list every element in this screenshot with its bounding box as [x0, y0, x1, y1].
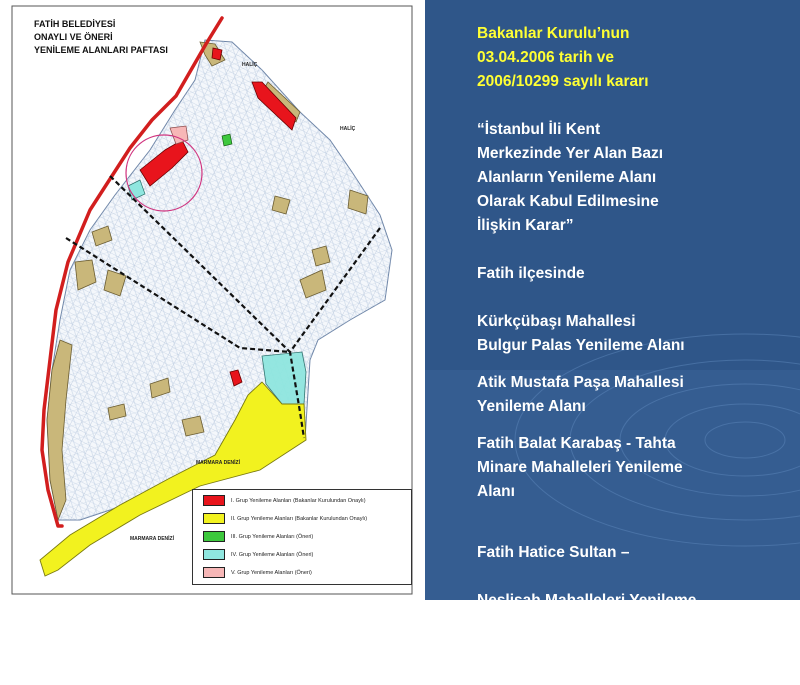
legend-item-group5	[203, 567, 312, 578]
legend-item-group1	[203, 495, 366, 506]
legend-label: II. Grup Yenileme Alanları (Bakanlar Kurulundan Onaylı)	[231, 515, 368, 522]
halic-label-top: HALİÇ	[242, 62, 258, 68]
legend-label: IV. Grup Yenileme Alanları (Öneri)	[231, 551, 314, 558]
marmara-label-bottom: MARMARA DENİZİ	[130, 536, 174, 542]
slide-text-panel	[425, 0, 800, 657]
marmara-label-mid: MARMARA DENİZİ	[196, 460, 240, 466]
area4-line2	[477, 589, 696, 613]
map-title: FATİH BELEDİYESİ ONAYLI VE ÖNERİ YENİLEME ALANLARI PAFTASI	[34, 19, 168, 55]
renewal-area-atik-mustafa-pasa: Atik Mustafa Paşa Mahallesi Yenileme Alanı	[477, 374, 684, 415]
district-line: Fatih ilçesinde	[477, 265, 585, 282]
legend-swatch-yellow	[203, 513, 225, 524]
legend-swatch-green	[203, 531, 225, 542]
legend-swatch-cyan	[203, 549, 225, 560]
legend-label: V. Grup Yenileme Alanları (Öneri)	[231, 569, 312, 576]
legend-swatch-red	[203, 495, 225, 506]
halic-label-right: HALİÇ	[340, 126, 356, 132]
legend-item-group3	[203, 531, 313, 542]
map-legend	[192, 489, 412, 585]
legend-swatch-pink	[203, 567, 225, 578]
area4-line2-text: Neslişah Mahalleleri Yenileme	[477, 592, 697, 609]
legend-item-group4	[203, 549, 313, 560]
legend-label: I. Grup Yenileme Alanları (Bakanlar Kurulundan Onaylı)	[231, 497, 366, 504]
decision-title: “İstanbul İli Kent Merkezinde Yer Alan Bazı Alanların Yenileme Alanı Olarak Kabul Edilmesine İlişkin Karar”	[477, 121, 664, 234]
legend-label: III. Grup Yenileme Alanları (Öneri)	[231, 533, 314, 540]
group3-renewal-area	[222, 134, 232, 146]
decision-heading: Bakanlar Kurulu’nun 03.04.2006 tarih ve 2006/10299 sayılı kararı	[477, 25, 649, 90]
area4-line1: Fatih Hatice Sultan –	[477, 544, 630, 561]
renewal-area-kurkcubasi: Kürkçübaşı Mahallesi Bulgur Palas Yenileme Alanı	[477, 313, 685, 354]
renewal-area-hatice-sultan	[477, 517, 696, 685]
legend-item-group2	[203, 513, 367, 524]
area4-line3: Alanı	[507, 640, 545, 657]
renewal-area-map	[0, 0, 425, 600]
renewal-area-balat: Fatih Balat Karabaş - Tahta Minare Mahalleleri Yenileme Alanı	[477, 435, 683, 500]
